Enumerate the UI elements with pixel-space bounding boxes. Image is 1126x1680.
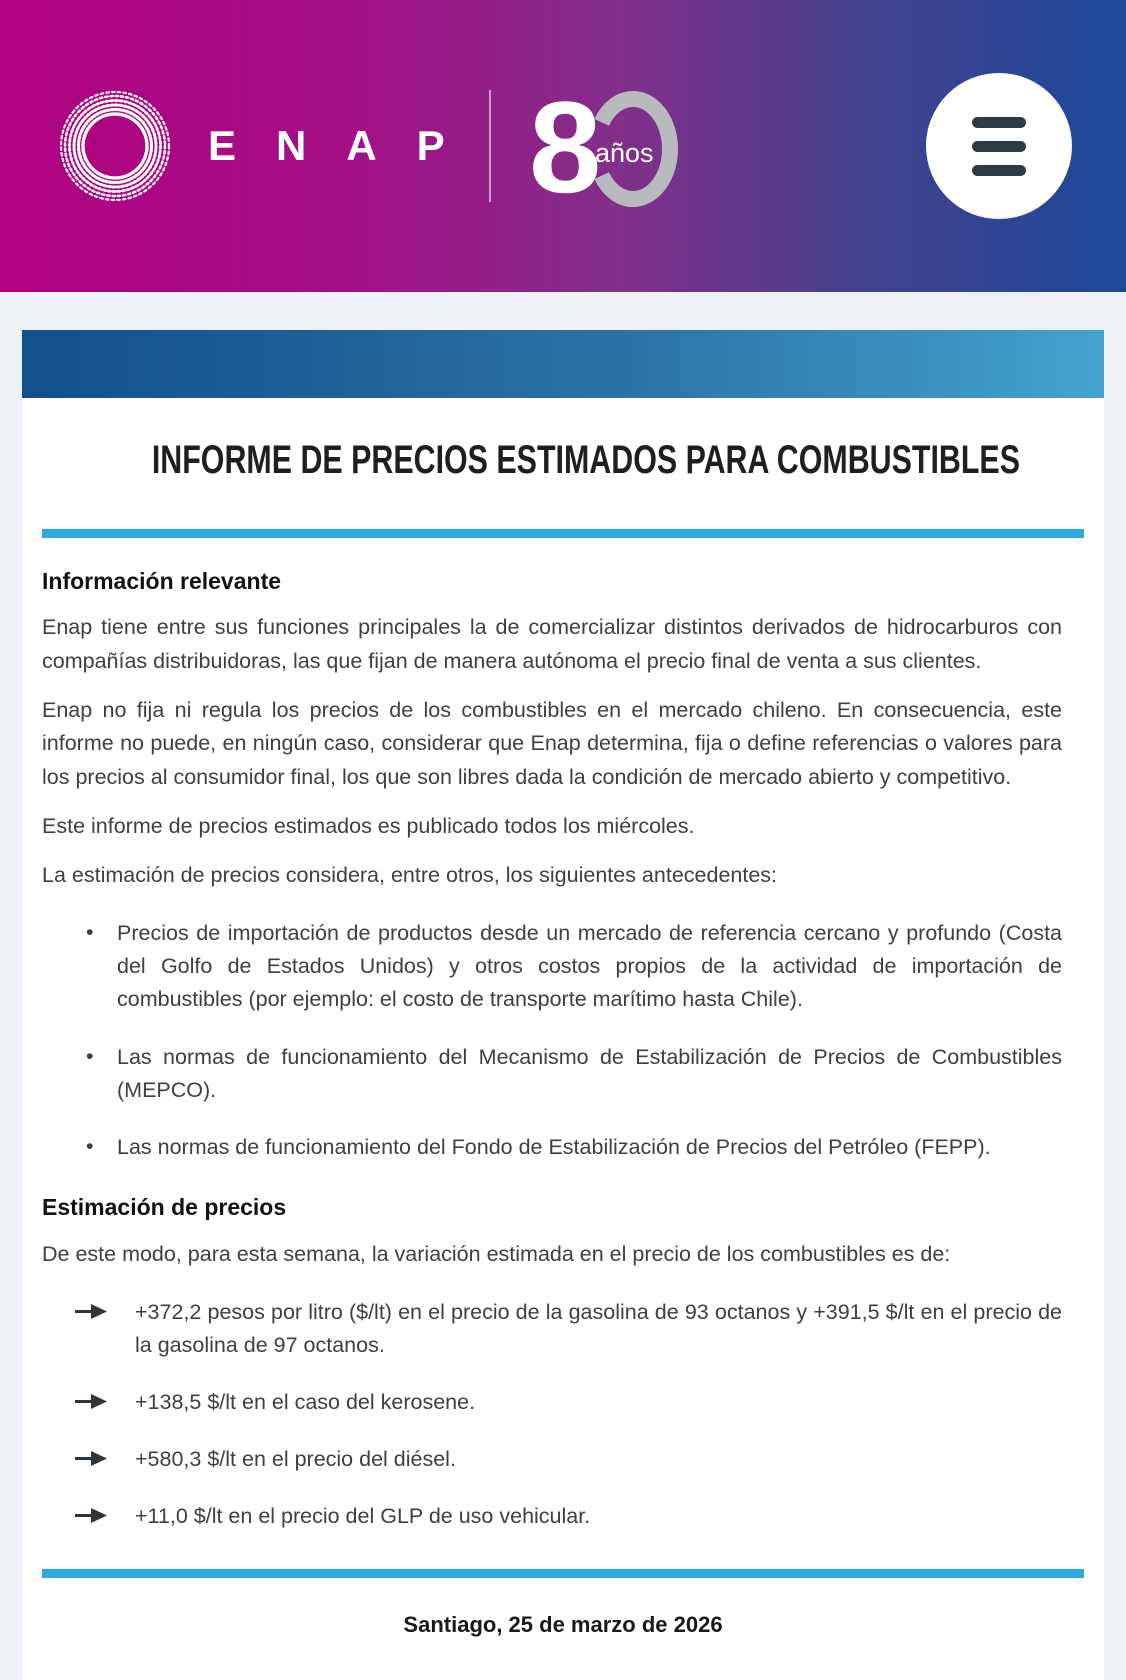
list-item: • Precios de importación de productos desde un mercado de referencia cercano y profundo (Costa del Golfo de Estados Unidos) y otros costos propios de la actividad de importación de combustibles (por ejemplo: el costo de transporte marítimo hasta Chile).	[42, 917, 1062, 1017]
title-separator-rule	[42, 529, 1084, 538]
paragraph: Enap no fija ni regula los precios de los combustibles en el mercado chileno. En consecuencia, este informe no puede, en ningún caso, considerar que Enap determina, fija o define referencias o valores para los precios al consumidor final, los que son libres dada la condición de mercado abierto y competitivo.	[42, 698, 1062, 789]
arrow-right-icon	[74, 1303, 108, 1320]
report-content	[22, 568, 1104, 1533]
info-section-heading: Información relevante	[42, 567, 282, 594]
antecedents-list	[42, 917, 1062, 1165]
arrow-right-icon	[74, 1507, 108, 1524]
menu-button[interactable]	[926, 73, 1072, 219]
list-item	[42, 1443, 1062, 1475]
estimate-text: +372,2 pesos por litro ($/lt) en el precio de la gasolina de 93 octanos y +391,5 $/lt en el precio de la gasolina de 97 octanos.	[135, 1300, 1062, 1357]
brand-group	[58, 84, 709, 208]
report-title: INFORME DE PRECIOS ESTIMADOS PARA COMBUSTIBLES	[151, 438, 1020, 482]
brand-wordmark: ENAP	[208, 122, 485, 169]
estimate-text: +11,0 $/lt en el precio del GLP de uso vehicular.	[135, 1504, 591, 1529]
list-item	[42, 1386, 1062, 1418]
list-item: • Las normas de funcionamiento del Mecanismo de Estabilización de Precios de Combustibles (MEPCO).	[42, 1041, 1062, 1108]
estimate-text: +580,3 $/lt en el precio del diésel.	[135, 1447, 456, 1472]
estimates-list	[42, 1296, 1062, 1532]
estimation-section-heading: Estimación de precios	[42, 1194, 287, 1221]
arrow-right-icon	[74, 1393, 108, 1410]
paragraph: Este informe de precios estimados es publicado todos los miércoles.	[42, 813, 695, 838]
hamburger-menu-icon	[972, 141, 1026, 152]
app-header	[0, 0, 1126, 292]
paragraph: De este modo, para esta semana, la variación estimada en el precio de los combustibles es de:	[42, 1242, 951, 1267]
brand-divider	[489, 90, 491, 202]
anniversary-digit-8: 8	[528, 90, 602, 208]
paragraph: Enap tiene entre sus funciones principales la de comercializar distintos derivados de hidrocarburos con compañías distribuidoras, las que fijan de manera autónoma el precio final de venta a sus clientes.	[42, 615, 1062, 673]
list-item	[42, 1500, 1062, 1532]
report-card	[22, 330, 1104, 1680]
page-body	[0, 292, 1126, 1680]
anniversary-label: años	[594, 138, 654, 168]
anniversary-80-anos-logo	[529, 90, 709, 208]
paragraph: La estimación de precios considera, entre otros, los siguientes antecedentes:	[42, 863, 778, 888]
footer-separator-rule	[42, 1569, 1084, 1578]
hamburger-menu-icon	[972, 165, 1026, 176]
estimate-text: +138,5 $/lt en el caso del kerosene.	[135, 1389, 476, 1414]
enap-dotted-ring-logo-icon	[58, 89, 172, 203]
list-item: • Las normas de funcionamiento del Fondo de Estabilización de Precios del Petróleo (FEPP).	[42, 1131, 1062, 1164]
card-top-gradient-bar	[22, 330, 1104, 398]
list-item	[42, 1296, 1062, 1361]
hamburger-menu-icon	[972, 117, 1026, 128]
report-date: Santiago, 25 de marzo de 2026	[403, 1611, 723, 1637]
arrow-right-icon	[74, 1450, 108, 1467]
